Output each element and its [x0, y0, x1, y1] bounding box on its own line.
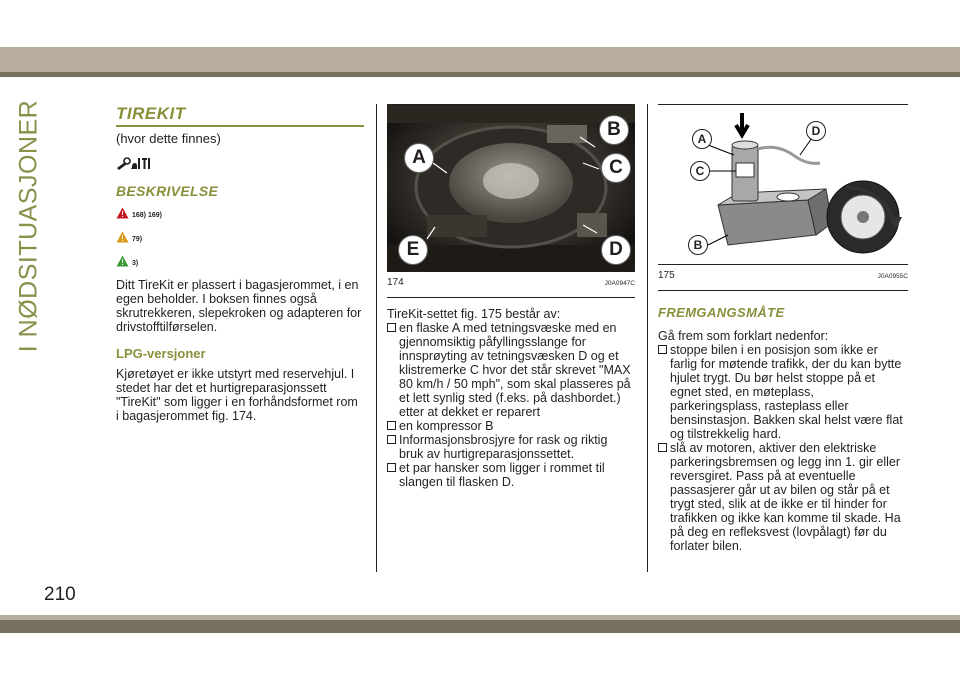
- checkbox-bullet-icon: [387, 421, 396, 430]
- photo-label-b: B: [599, 115, 629, 145]
- list-item: en kompressor B: [387, 419, 635, 433]
- list-item: stoppe bilen i en posisjon som ikke er farlig for møtende trafikk, der du kan bytte hjulet trygt. Du bør helst stoppe på et egnet sted, en møteplass, parkeringsplass, rasteplass eller bensinstasjon. Bakken skal helst være flat og tilstrekkelig hard.: [658, 343, 908, 441]
- list-item: et par hansker som ligger i rommet til slangen til flasken D.: [387, 461, 635, 489]
- column-divider: [647, 104, 648, 572]
- section-heading-beskrivelse: BESKRIVELSE: [116, 183, 219, 199]
- list-item: en flaske A med tetningsvæske med en gjennomsiktig påfyllingsslange for innsprøyting av tetningsvæsken D og et klistremerke C hvor det står skrevet "MAX 80 km/h / 50 mph", som skal plasseres på et lett synlig sted (f.eks. på dashbordet.) etter at dekket er reparert: [387, 321, 635, 419]
- warning-row-green: 3): [116, 254, 364, 267]
- tirekit-icon: [116, 155, 364, 171]
- section-subtitle: (hvor dette finnes): [116, 131, 221, 146]
- photo-label-c: C: [601, 153, 631, 183]
- figure-code: J0A0947C: [604, 280, 635, 287]
- warning-row-red: 168) 169): [116, 206, 364, 219]
- illus-label-b: B: [688, 235, 708, 255]
- column-1: [116, 104, 364, 423]
- checkbox-bullet-icon: [387, 323, 396, 332]
- photo-label-e: E: [398, 235, 428, 265]
- figure-number: 174: [387, 277, 404, 288]
- figure-rule: [387, 297, 635, 298]
- header-band: [0, 47, 960, 77]
- figure-174-photo: [387, 104, 635, 271]
- chapter-side-label: I NØDSITUASJONER: [14, 99, 43, 353]
- checkbox-bullet-icon: [658, 443, 667, 452]
- list-item: Informasjonsbrosjyre for rask og riktig bruk av hurtigreparasjonssettet.: [387, 433, 635, 461]
- figure-rule: [387, 271, 635, 272]
- kit-intro: TireKit-settet fig. 175 består av:: [387, 307, 561, 321]
- column-2: [387, 104, 635, 489]
- section-heading-fremgangsmate: FREMGANGSMÅTE: [658, 305, 785, 320]
- figure-rule: [658, 290, 908, 291]
- figure-code: J0A0955C: [877, 273, 908, 280]
- caution-triangle-icon: [116, 231, 129, 243]
- figure-number: 175: [658, 270, 675, 281]
- page-number: 210: [44, 584, 76, 605]
- subheading-lpg: LPG-versjoner: [116, 346, 206, 361]
- warning-row-amber: 79): [116, 230, 364, 243]
- title-underline: [116, 125, 364, 127]
- footer-band: [0, 615, 960, 633]
- checkbox-bullet-icon: [387, 435, 396, 444]
- illus-label-a: A: [692, 129, 712, 149]
- illus-label-c: C: [690, 161, 710, 181]
- section-title: TIREKIT: [116, 104, 186, 123]
- photo-label-a: A: [404, 143, 434, 173]
- figure-175-illustration: [658, 104, 908, 264]
- checkbox-bullet-icon: [658, 345, 667, 354]
- figure-caption: [387, 277, 635, 289]
- environment-triangle-icon: [116, 255, 129, 267]
- illus-label-d: D: [806, 121, 826, 141]
- list-item: slå av motoren, aktiver den elektriske parkeringsbremsen og legg inn 1. gir eller reversgiret. Pass på at eventuelle passasjerer går ut av bilen og står på et trygt sted, slik at de ikke er til hinder for trafikken og ikke kan komme til skade. Ha på deg en refleksvest (lovpålagt) før du forlater bilen.: [658, 441, 908, 553]
- description-paragraph: Ditt TireKit er plassert i bagasjerommet, i en egen beholder. I boksen finnes også skrutrekkeren, slepekroken og adapteren for drivstofftilførselen.: [116, 278, 362, 334]
- figure-caption: [658, 270, 908, 282]
- photo-label-d: D: [601, 235, 631, 265]
- checkbox-bullet-icon: [387, 463, 396, 472]
- column-3: [658, 104, 908, 553]
- lpg-paragraph: Kjøretøyet er ikke utstyrt med reservehjul. I stedet har det et hurtigreparasjonssett "TireKit" som ligger i en forhåndsformet rom i bagasjerommet fig. 174.: [116, 367, 358, 423]
- column-divider: [376, 104, 377, 572]
- procedure-intro: Gå frem som forklart nedenfor:: [658, 329, 829, 343]
- warning-triangle-icon: [116, 207, 129, 219]
